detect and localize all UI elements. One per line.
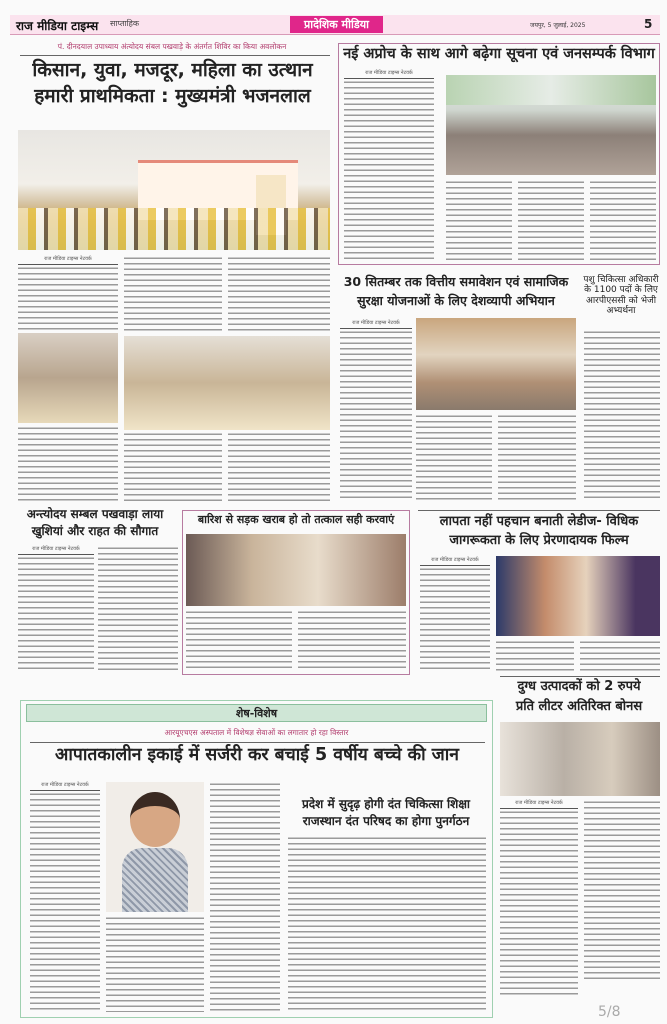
trees (446, 75, 656, 105)
antyodaya-body-col2 (98, 546, 178, 670)
child-shirt (122, 848, 188, 912)
special-band-label: शेष-विशेष (235, 707, 278, 720)
issue-date: जयपुर, 5 जुलाई, 2025 (530, 22, 586, 29)
approach-headline: नई अप्रोच के साथ आगे बढ़ेगा सूचना एवं जनसम्पर्क विभाग (343, 46, 655, 62)
lead-headline-line2: हमारी प्राथमिकता : मुख्यमंत्री भजनलाल (34, 85, 311, 107)
finance-body-col2 (416, 414, 492, 500)
lead-body-col1b (18, 426, 118, 504)
approach-photo (446, 75, 656, 175)
vet-body (584, 330, 660, 500)
approach-body-col2 (446, 180, 512, 260)
special-body-col1 (30, 792, 100, 1012)
roads-body-col1 (186, 610, 292, 670)
milk-photo (500, 722, 660, 796)
special-headline: आपातकालीन इकाई में सर्जरी कर बचाई 5 वर्षीय बच्चे की जान (55, 745, 459, 765)
lead-body-col2b (124, 432, 222, 504)
finance-headline-line1: 30 सितम्बर तक वित्तीय समावेशन एवं सामाजिक (343, 274, 569, 289)
page-indicator: 5/8 (598, 1004, 621, 1020)
lead-kicker: पं. दीनदयाल उपाध्याय अंत्योदय संबल पखवाड़े के अंतर्गत शिविर का किया अवलोकन (57, 42, 287, 51)
finance-photo (416, 318, 576, 410)
finance-body-col1 (340, 330, 412, 500)
antyodaya-headline-line1: अन्त्योदय सम्बल पखवाड़ा लाया (26, 507, 164, 521)
seated-guests (18, 208, 330, 250)
milk-byline: राज मीडिया टाइम्स नेटवर्क (500, 800, 578, 809)
divider (20, 55, 330, 56)
dental-body (288, 836, 486, 1012)
page-number: 5 (644, 17, 653, 31)
lead-body-col2 (124, 256, 222, 334)
roads-body-col2 (298, 610, 406, 670)
film-body-col1 (420, 567, 490, 672)
special-byline: राज मीडिया टाइम्स नेटवर्क (30, 782, 100, 791)
masthead (10, 15, 660, 35)
film-headline-line2: जागरूकता के लिए प्रेरणादायक फिल्म (449, 533, 629, 548)
antyodaya-byline: राज मीडिया टाइम्स नेटवर्क (18, 546, 94, 555)
finance-byline: राज मीडिया टाइम्स नेटवर्क (340, 320, 412, 329)
approach-byline: राज मीडिया टाइम्स नेटवर्क (344, 70, 434, 79)
finance-body-col3 (498, 414, 576, 500)
lead-photo-3 (124, 336, 330, 430)
lead-body-col3 (228, 256, 330, 334)
film-body-col2 (496, 640, 574, 672)
approach-body-col1 (344, 80, 434, 260)
lead-byline: राज मीडिया टाइम्स नेटवर्क (18, 256, 118, 265)
divider (418, 510, 660, 511)
finance-headline-line2: सुरक्षा योजनाओं के लिए देशव्यापी अभियान (357, 293, 555, 308)
divider (30, 742, 485, 743)
special-body-col2 (106, 916, 204, 1012)
dental-headline-line1: प्रदेश में सुदृढ़ होगी दंत चिकित्सा शिक्षा (301, 797, 471, 811)
antyodaya-body-col1 (18, 556, 94, 670)
lead-body-col3b (228, 432, 330, 504)
film-photo (496, 556, 660, 636)
paper-title: राज मीडिया टाइम्स (16, 19, 99, 33)
lead-headline-line1: किसान, युवा, मजदूर, महिला का उत्थान (32, 59, 313, 81)
special-band (26, 704, 487, 722)
special-body-col3 (210, 782, 280, 1012)
roads-headline: बारिश से सड़क खराब हो तो तत्काल सही करवाएं (197, 513, 395, 526)
approach-body-col4 (590, 180, 656, 260)
child-photo (106, 782, 204, 912)
film-headline-line1: लापता नहीं पहचान बनाती लेडीज- विधिक (439, 514, 639, 529)
lead-photo (18, 130, 330, 250)
milk-headline-line2: प्रति लीटर अतिरिक्त बोनस (515, 699, 643, 714)
milk-headline-line1: दुग्ध उत्पादकों को 2 रुपये (517, 679, 641, 694)
milk-body-col2 (584, 800, 660, 980)
film-body-col3 (580, 640, 660, 672)
divider (500, 676, 660, 677)
milk-body-col1 (500, 810, 578, 995)
dental-headline-line2: राजस्थान दंत परिषद का होगा पुनर्गठन (302, 814, 470, 828)
vet-headline: पशु चिकित्सा अधिकारी के 1100 पदों के लिए आरपीएससी को भेजी अभ्यर्थना (583, 275, 659, 317)
lead-photo-2 (18, 333, 118, 423)
film-byline: राज मीडिया टाइम्स नेटवर्क (420, 557, 490, 566)
lead-body-col1 (18, 266, 118, 330)
approach-body-col3 (518, 180, 584, 260)
antyodaya-headline-line2: खुशियां और राहत की सौगात (31, 524, 159, 538)
child-face (130, 792, 180, 847)
roads-photo (186, 534, 406, 606)
section-label: प्रादेशिक मीडिया (290, 16, 383, 33)
paper-subtitle: साप्ताहिक (110, 19, 140, 28)
special-kicker: आरयूएचएस अस्पताल में विशेषज्ञ सेवाओं का लगातार हो रहा विस्तार (164, 728, 349, 737)
